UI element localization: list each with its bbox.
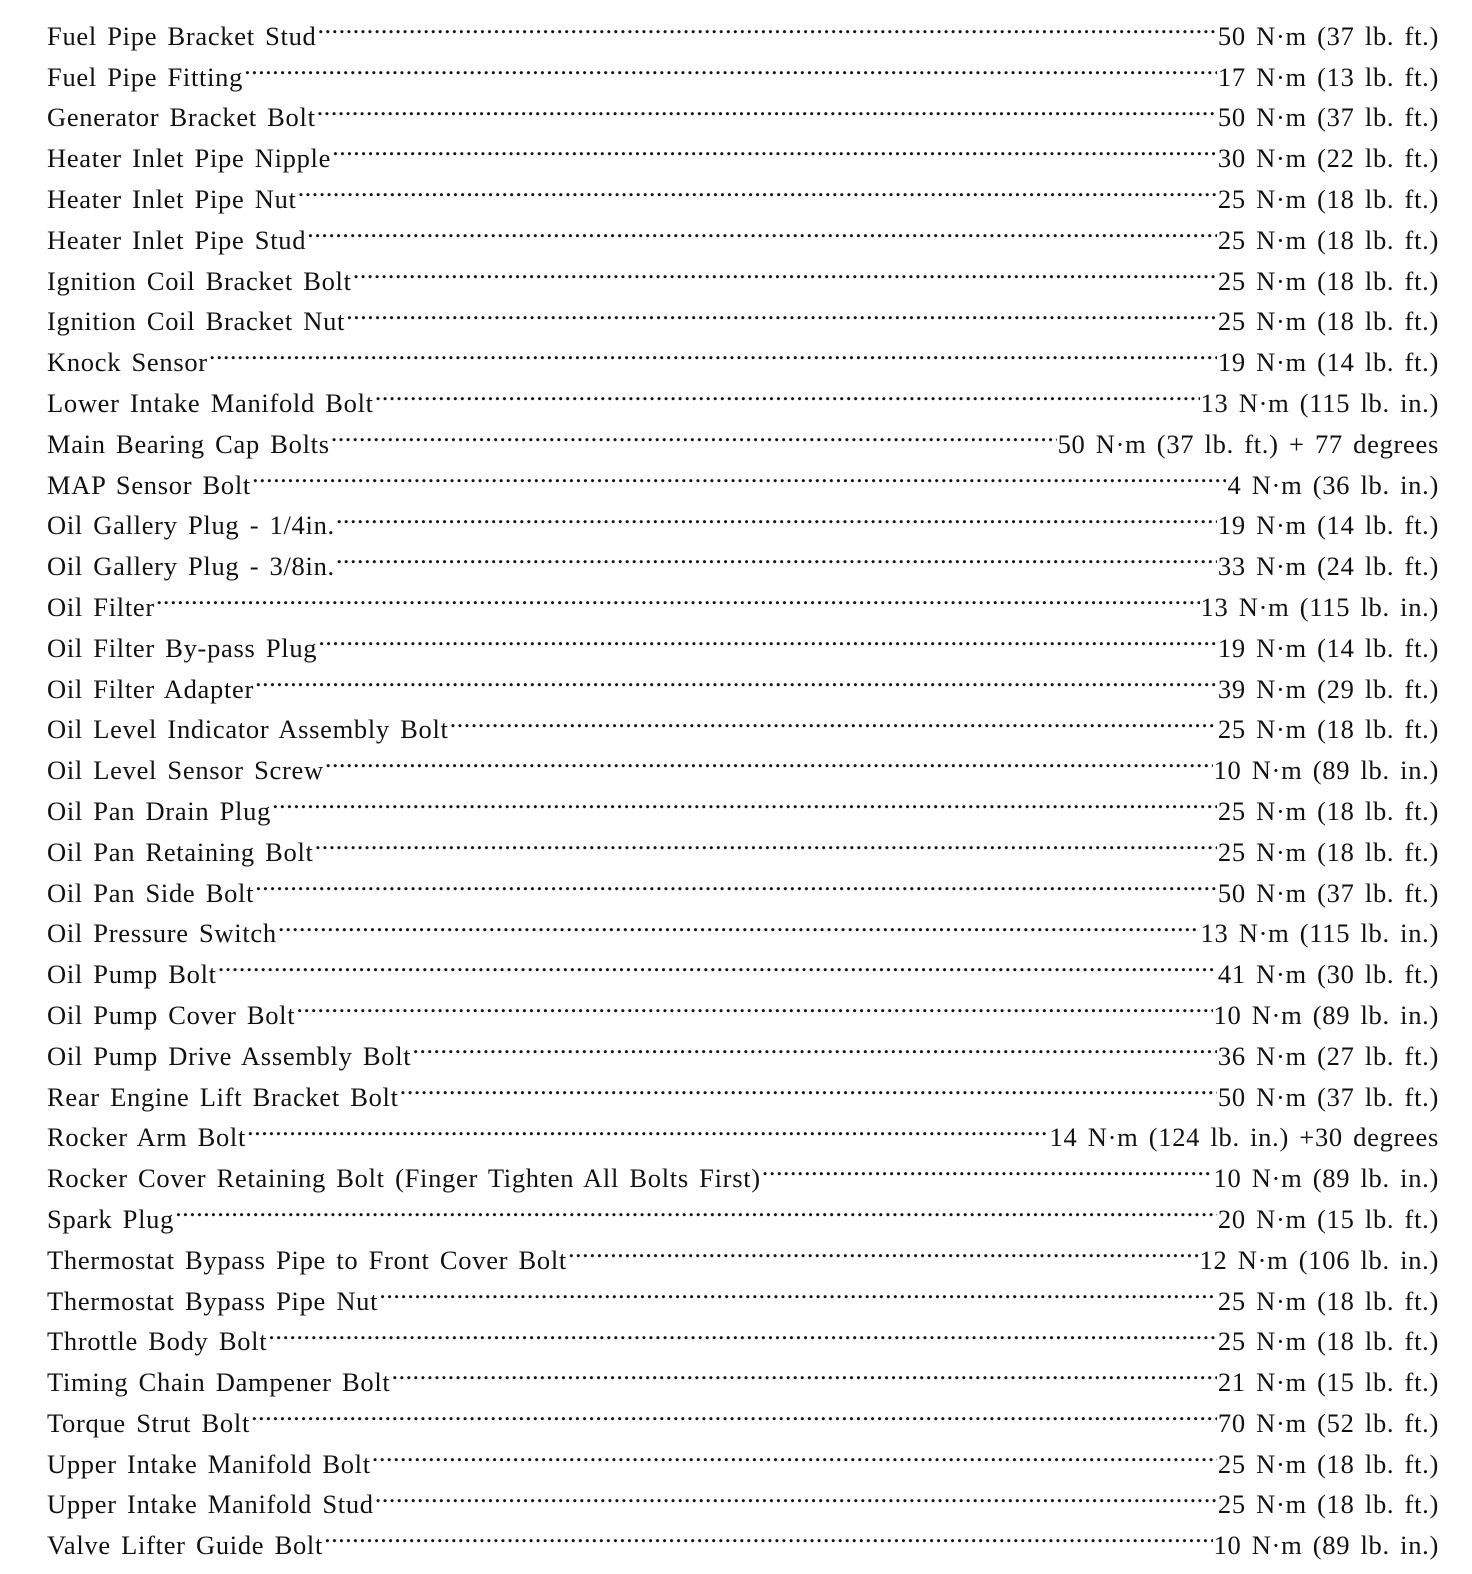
spec-torque-value: 25 N·m (18 lb. ft.) — [1217, 795, 1439, 826]
spec-torque-value: 50 N·m (37 lb. ft.) — [1217, 1081, 1439, 1112]
dot-leader — [278, 902, 1200, 943]
spec-item-label: Heater Inlet Pipe Stud — [47, 224, 307, 255]
spec-item-label: Oil Pump Bolt — [47, 959, 217, 990]
spec-item-label: Thermostat Bypass Pipe to Front Cover Bolt — [47, 1244, 567, 1275]
dot-leader — [296, 983, 1212, 1024]
spec-item-label: Oil Pressure Switch — [47, 918, 277, 949]
spec-torque-value: 19 N·m (14 lb. ft.) — [1217, 510, 1439, 541]
dot-leader — [252, 453, 1226, 494]
dot-leader — [325, 738, 1213, 779]
dot-leader — [247, 1106, 1048, 1147]
spec-torque-value: 33 N·m (24 lb. ft.) — [1217, 551, 1439, 582]
dot-leader — [156, 575, 1200, 616]
dot-leader — [372, 1432, 1217, 1473]
spec-item-label: Oil Gallery Plug - 1/4in. — [47, 510, 335, 541]
spec-item-label: Rocker Arm Bolt — [47, 1122, 247, 1153]
dot-leader — [244, 45, 1217, 86]
spec-torque-value: 50 N·m (37 lb. ft.) + 77 degrees — [1057, 428, 1439, 459]
spec-item-label: Torque Strut Bolt — [47, 1407, 251, 1438]
dot-leader — [353, 249, 1217, 290]
spec-torque-value: 70 N·m (52 lb. ft.) — [1217, 1407, 1439, 1438]
spec-torque-value: 50 N·m (37 lb. ft.) — [1217, 102, 1439, 133]
dot-leader — [268, 1310, 1217, 1351]
spec-torque-value: 25 N·m (18 lb. ft.) — [1217, 836, 1439, 867]
dot-leader — [315, 820, 1217, 861]
dot-leader — [568, 1228, 1199, 1269]
dot-leader — [324, 1513, 1212, 1554]
spec-row — [47, 4, 1439, 51]
dot-leader — [412, 1024, 1217, 1065]
spec-item-label: Lower Intake Manifold Bolt — [47, 387, 374, 418]
dot-leader — [209, 330, 1217, 371]
spec-torque-value: 36 N·m (27 lb. ft.) — [1217, 1040, 1439, 1071]
spec-item-label: Oil Pump Drive Assembly Bolt — [47, 1040, 412, 1071]
spec-torque-value: 10 N·m (89 lb. in.) — [1213, 1530, 1439, 1561]
spec-torque-value: 13 N·m (115 lb. in.) — [1200, 387, 1439, 418]
dot-leader — [175, 1187, 1217, 1228]
spec-torque-value: 10 N·m (89 lb. in.) — [1213, 999, 1439, 1030]
dot-leader — [331, 412, 1057, 453]
dot-leader — [346, 290, 1217, 331]
spec-item-label: Rear Engine Lift Bracket Bolt — [47, 1081, 399, 1112]
dot-leader — [307, 208, 1217, 249]
spec-torque-value: 25 N·m (18 lb. ft.) — [1217, 265, 1439, 296]
spec-item-label: Fuel Pipe Fitting — [47, 61, 244, 92]
spec-torque-value: 50 N·m (37 lb. ft.) — [1217, 20, 1439, 51]
spec-torque-value: 25 N·m (18 lb. ft.) — [1217, 306, 1439, 337]
spec-item-label: Rocker Cover Retaining Bolt (Finger Tighten All Bolts First) — [47, 1163, 761, 1194]
spec-torque-value: 13 N·m (115 lb. in.) — [1200, 591, 1439, 622]
spec-torque-value: 21 N·m (15 lb. ft.) — [1217, 1367, 1439, 1398]
spec-item-label: Ignition Coil Bracket Nut — [47, 306, 346, 337]
spec-torque-value: 39 N·m (29 lb. ft.) — [1217, 673, 1439, 704]
spec-torque-value: 25 N·m (18 lb. ft.) — [1217, 224, 1439, 255]
dot-leader — [379, 1269, 1217, 1310]
spec-item-label: Oil Level Indicator Assembly Bolt — [47, 714, 449, 745]
spec-item-label: Knock Sensor — [47, 347, 208, 378]
spec-item-label: Generator Bracket Bolt — [47, 102, 316, 133]
spec-item-label: Throttle Body Bolt — [47, 1326, 268, 1357]
spec-torque-value: 10 N·m (89 lb. in.) — [1213, 1163, 1439, 1194]
dot-leader — [450, 698, 1217, 739]
dot-leader — [255, 861, 1217, 902]
spec-torque-value: 17 N·m (13 lb. ft.) — [1217, 61, 1439, 92]
spec-item-label: Oil Filter Adapter — [47, 673, 255, 704]
spec-item-label: Oil Pan Side Bolt — [47, 877, 255, 908]
spec-torque-value: 20 N·m (15 lb. ft.) — [1217, 1203, 1439, 1234]
spec-item-label: Upper Intake Manifold Stud — [47, 1489, 374, 1520]
spec-item-label: Ignition Coil Bracket Bolt — [47, 265, 352, 296]
dot-leader — [391, 1350, 1216, 1391]
spec-torque-value: 30 N·m (22 lb. ft.) — [1217, 143, 1439, 174]
dot-leader — [318, 616, 1217, 657]
spec-item-label: Valve Lifter Guide Bolt — [47, 1530, 324, 1561]
dot-leader — [317, 86, 1217, 127]
spec-item-label: Main Bearing Cap Bolts — [47, 428, 330, 459]
spec-item-label: Thermostat Bypass Pipe Nut — [47, 1285, 379, 1316]
spec-torque-value: 25 N·m (18 lb. ft.) — [1217, 714, 1439, 745]
spec-torque-value: 14 N·m (124 lb. in.) +30 degrees — [1049, 1122, 1439, 1153]
spec-item-label: Oil Pan Drain Plug — [47, 795, 272, 826]
spec-torque-value: 50 N·m (37 lb. ft.) — [1217, 877, 1439, 908]
spec-item-label: Oil Level Sensor Screw — [47, 755, 324, 786]
spec-item-label: Oil Filter — [47, 591, 155, 622]
dot-leader — [375, 1473, 1217, 1514]
dot-leader — [272, 779, 1217, 820]
spec-torque-value: 19 N·m (14 lb. ft.) — [1217, 347, 1439, 378]
spec-torque-value: 25 N·m (18 lb. ft.) — [1217, 1489, 1439, 1520]
spec-item-label: Oil Pan Retaining Bolt — [47, 836, 314, 867]
dot-leader — [336, 534, 1217, 575]
dot-leader — [400, 1065, 1217, 1106]
dot-leader — [298, 167, 1217, 208]
spec-torque-value: 19 N·m (14 lb. ft.) — [1217, 632, 1439, 663]
dot-leader — [332, 126, 1217, 167]
dot-leader — [251, 1391, 1217, 1432]
spec-item-label: Oil Gallery Plug - 3/8in. — [47, 551, 335, 582]
spec-torque-value: 10 N·m (89 lb. in.) — [1213, 755, 1439, 786]
spec-item-label: Upper Intake Manifold Bolt — [47, 1448, 371, 1479]
dot-leader — [336, 494, 1217, 535]
spec-item-label: MAP Sensor Bolt — [47, 469, 251, 500]
spec-item-label: Timing Chain Dampener Bolt — [47, 1367, 391, 1398]
spec-torque-value: 25 N·m (18 lb. ft.) — [1217, 183, 1439, 214]
spec-torque-value: 25 N·m (18 lb. ft.) — [1217, 1448, 1439, 1479]
spec-torque-value: 13 N·m (115 lb. in.) — [1200, 918, 1439, 949]
spec-item-label: Spark Plug — [47, 1203, 175, 1234]
dot-leader — [762, 1146, 1213, 1187]
spec-item-label: Oil Filter By-pass Plug — [47, 632, 318, 663]
dot-leader — [218, 942, 1217, 983]
spec-torque-value: 12 N·m (106 lb. in.) — [1199, 1244, 1439, 1275]
spec-item-label: Fuel Pipe Bracket Stud — [47, 20, 317, 51]
spec-item-label: Oil Pump Cover Bolt — [47, 999, 296, 1030]
spec-item-label: Heater Inlet Pipe Nipple — [47, 143, 332, 174]
spec-torque-value: 25 N·m (18 lb. ft.) — [1217, 1326, 1439, 1357]
spec-torque-value: 25 N·m (18 lb. ft.) — [1217, 1285, 1439, 1316]
dot-leader — [375, 371, 1200, 412]
dot-leader — [255, 657, 1217, 698]
torque-spec-list — [47, 4, 1439, 1561]
spec-item-label: Heater Inlet Pipe Nut — [47, 183, 297, 214]
spec-torque-value: 4 N·m (36 lb. in.) — [1227, 469, 1439, 500]
spec-torque-value: 41 N·m (30 lb. ft.) — [1217, 959, 1439, 990]
dot-leader — [318, 4, 1217, 45]
